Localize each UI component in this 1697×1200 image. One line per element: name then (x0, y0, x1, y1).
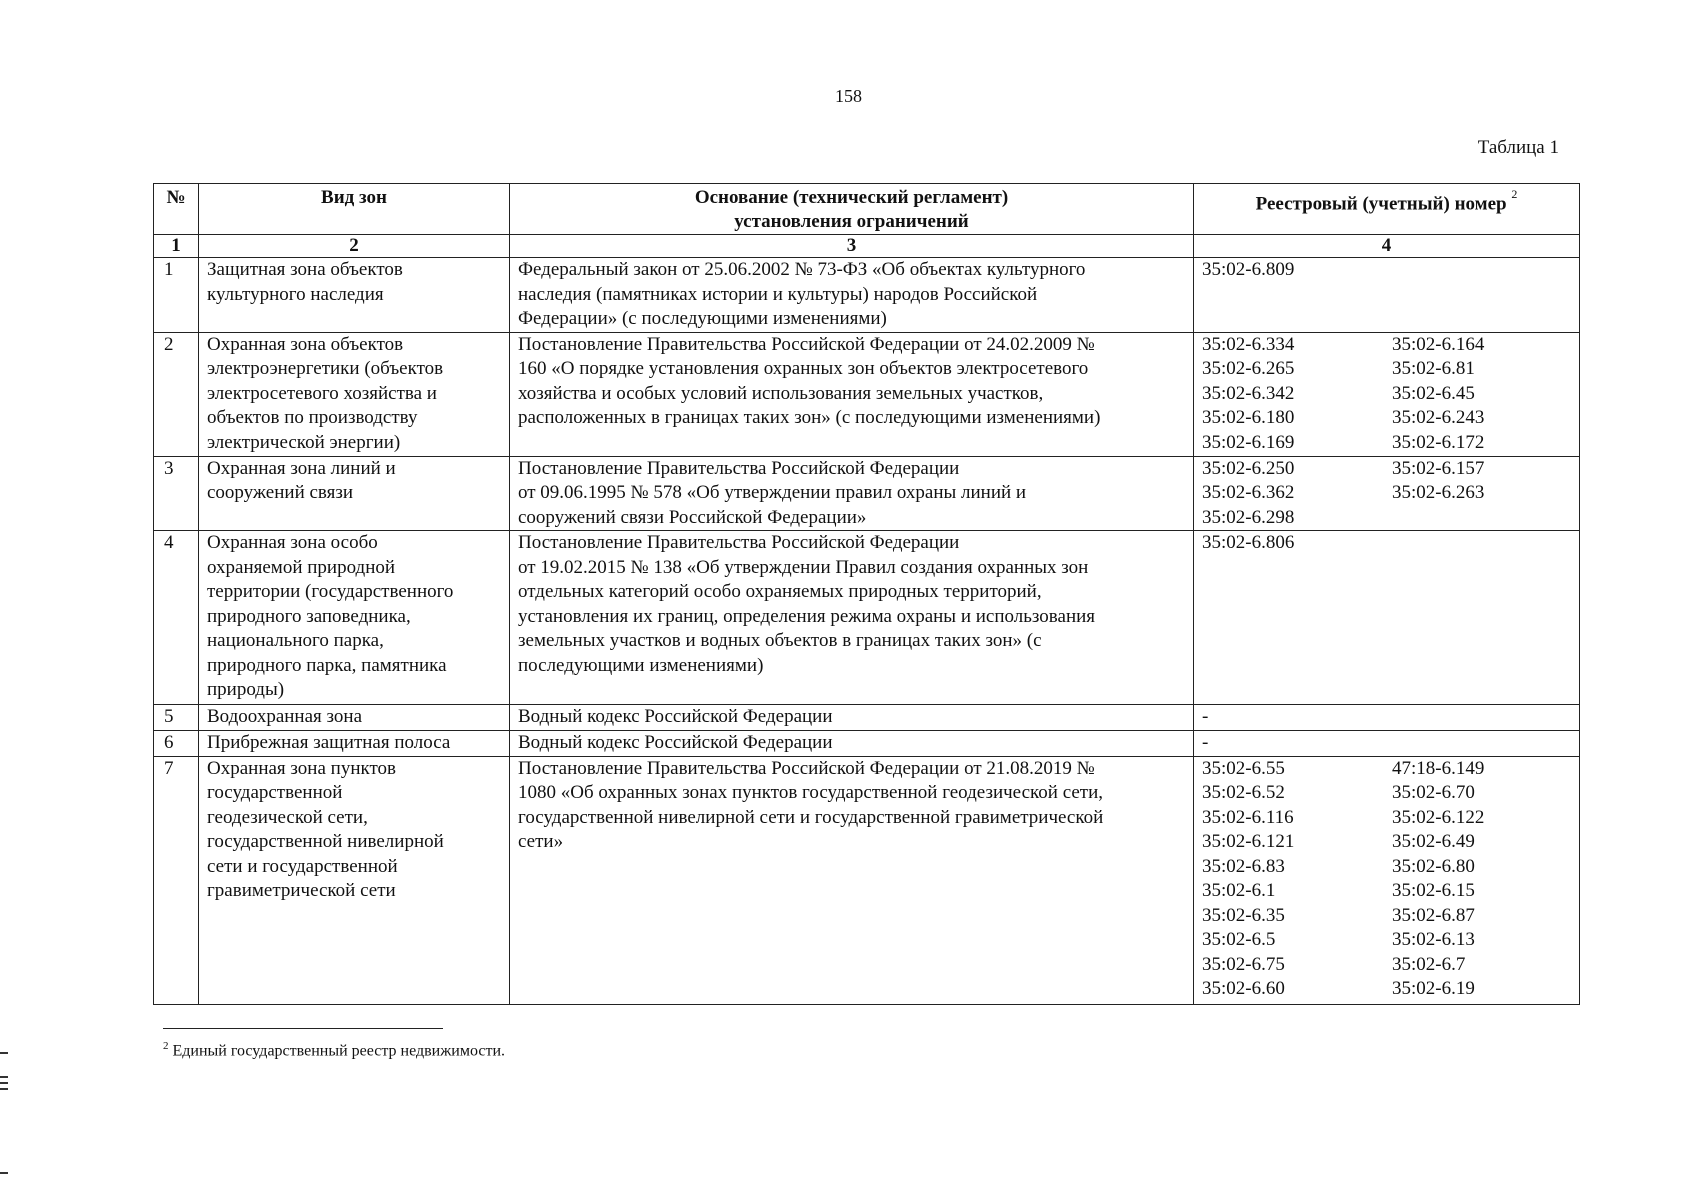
basis-line: расположенных в границах таких зон» (с последующими изменениями) (518, 407, 1101, 428)
basis-line: Федерации» (с последующими изменениями) (518, 308, 887, 329)
header-registry-footnote-mark: 2 (1511, 187, 1518, 201)
registry-number-list (1202, 258, 1571, 283)
registry-number: 35:02-6.83 (1202, 855, 1285, 877)
basis-cell (510, 258, 1194, 333)
registry-number: 35:02-6.298 (1202, 506, 1295, 528)
row-number: 7 (154, 756, 199, 1004)
zone-type-line: электроэнергетики (объектов (207, 358, 444, 379)
registry-number: - (1202, 732, 1209, 753)
zone-type-line: природного заповедника, (207, 605, 411, 627)
header-no: № (154, 184, 199, 235)
header-basis-line1: Основание (технический регламент) (694, 187, 1009, 208)
registry-number: 35:02-6.121 (1202, 831, 1295, 852)
zone-type-cell (199, 531, 510, 705)
basis-cell (510, 731, 1194, 757)
basis-line: земельных участков и водных объектов в границах таких зон» (с (518, 630, 1042, 651)
zone-type-line: Охранная зона линий и (207, 457, 396, 479)
zone-type-line: объектов по производству (207, 407, 418, 428)
zone-type-line: сооружений связи (207, 482, 354, 503)
column-number: 3 (510, 235, 1194, 258)
row-number: 1 (154, 258, 199, 333)
registry-number: 35:02-6.169 (1202, 431, 1295, 453)
basis-line: наследия (памятниках истории и культуры) народов Российской (518, 283, 1038, 305)
scan-edge-mark (0, 1076, 8, 1078)
basis-line: Водный кодекс Российской Федерации (518, 706, 833, 727)
zone-type-line: охраняемой природной (207, 556, 396, 578)
header-registry-label: Реестровый (учетный) номер (1255, 193, 1507, 215)
basis-line: Федеральный закон от 25.06.2002 № 73-ФЗ «Об объектах культурного (518, 259, 1086, 280)
scan-edge-mark (0, 1052, 8, 1054)
registry-number-cell (1194, 258, 1580, 333)
zone-type-line: государственной (207, 782, 343, 803)
footnote-divider (163, 1028, 443, 1029)
zone-type-cell (199, 332, 510, 456)
basis-line: 160 «О порядке установления охранных зон объектов электросетевого (518, 358, 1089, 379)
zone-type-cell (199, 705, 510, 731)
basis-line: Водный кодекс Российской Федерации (518, 732, 833, 753)
column-number: 1 (154, 235, 199, 258)
column-number: 2 (199, 235, 510, 258)
scan-edge-mark (0, 1172, 8, 1174)
zone-type-line: электросетевого хозяйства и (207, 382, 437, 404)
basis-line: отдельных категорий особо охраняемых природных территорий, (518, 581, 1042, 602)
registry-number: 35:02-6.15 (1392, 880, 1475, 901)
row-number: 4 (154, 531, 199, 705)
row-number: 6 (154, 731, 199, 757)
registry-number: 35:02-6.342 (1202, 382, 1295, 404)
zone-type-cell (199, 258, 510, 333)
basis-line: государственной нивелирной сети и государственной гравиметрической (518, 806, 1104, 828)
zone-type-line: государственной нивелирной (207, 831, 444, 852)
row-number: 2 (154, 332, 199, 456)
registry-number: 35:02-6.180 (1202, 407, 1295, 428)
basis-line: от 19.02.2015 № 138 «Об утверждении Правил создания охранных зон (518, 556, 1089, 578)
registry-number: 35:02-6.116 (1202, 806, 1294, 828)
registry-number-list (1202, 757, 1571, 1002)
basis-line: установления их границ, определения режима охраны и использования (518, 605, 1096, 627)
header-zone-type: Вид зон (199, 184, 510, 235)
basis-line: 1080 «Об охранных зонах пунктов государственной геодезической сети, (518, 782, 1104, 803)
table-row (154, 332, 1580, 456)
zone-type-line: Охранная зона особо (207, 532, 378, 553)
zone-type-cell (199, 731, 510, 757)
registry-number: 35:02-6.250 (1202, 457, 1295, 479)
footnote (163, 1040, 505, 1060)
footnote-mark: 2 (163, 1040, 169, 1052)
registry-number-cell (1194, 332, 1580, 456)
basis-line: Постановление Правительства Российской Федерации (518, 457, 960, 479)
registry-number: 35:02-6.7 (1392, 953, 1466, 975)
header-basis (510, 184, 1194, 235)
table-row (154, 531, 1580, 705)
scan-edge-mark (0, 1082, 8, 1084)
basis-cell (510, 456, 1194, 531)
registry-number: 35:02-6.1 (1202, 880, 1276, 901)
zone-type-line: природного парка, памятника (207, 654, 447, 676)
basis-line: хозяйства и особых условий использования земельных участков, (518, 382, 1044, 404)
registry-number: 35:02-6.172 (1392, 431, 1485, 453)
table-row (154, 456, 1580, 531)
zone-type-line: культурного наследия (207, 283, 384, 305)
zone-type-line: Прибрежная защитная полоса (207, 732, 451, 753)
basis-line: последующими изменениями) (518, 654, 764, 676)
registry-number: 35:02-6.806 (1202, 532, 1295, 553)
table-row (154, 258, 1580, 333)
registry-number: 35:02-6.81 (1392, 358, 1475, 379)
table-row (154, 731, 1580, 757)
registry-number: 47:18-6.149 (1392, 757, 1485, 779)
zone-type-line: геодезической сети, (207, 806, 368, 828)
registry-number: 35:02-6.164 (1392, 333, 1485, 355)
registry-number: 35:02-6.334 (1202, 333, 1295, 355)
zone-type-line: гравиметрической сети (207, 880, 396, 901)
restriction-zones-table (153, 183, 1580, 1005)
basis-cell (510, 705, 1194, 731)
row-number: 3 (154, 456, 199, 531)
registry-number-list (1202, 333, 1571, 456)
basis-line: от 09.06.1995 № 578 «Об утверждении правил охраны линий и (518, 482, 1027, 503)
registry-number: 35:02-6.5 (1202, 929, 1276, 950)
registry-number-cell (1194, 731, 1580, 757)
registry-number-list (1202, 705, 1571, 730)
footnote-text: Единый государственный реестр недвижимости. (172, 1042, 506, 1060)
registry-number: 35:02-6.362 (1202, 482, 1295, 503)
zone-type-line: сети и государственной (207, 855, 398, 877)
registry-number-list (1202, 531, 1571, 556)
registry-number: 35:02-6.809 (1202, 259, 1295, 280)
registry-number: 35:02-6.45 (1392, 382, 1475, 404)
row-number: 5 (154, 705, 199, 731)
page-number: 158 (835, 86, 862, 106)
table-row (154, 756, 1580, 1004)
registry-number: 35:02-6.52 (1202, 782, 1285, 803)
table-caption: Таблица 1 (1477, 137, 1559, 158)
table-row (154, 705, 1580, 731)
header-registry (1194, 184, 1580, 235)
basis-line: сети» (518, 831, 564, 852)
registry-number-cell (1194, 705, 1580, 731)
zone-type-line: Охранная зона пунктов (207, 757, 396, 779)
zone-type-line: электрической энергии) (207, 431, 401, 453)
zone-type-line: Охранная зона объектов (207, 333, 404, 355)
header-row (154, 184, 1580, 235)
registry-number: 35:02-6.13 (1392, 929, 1475, 950)
basis-line: Постановление Правительства Российской Федерации от 21.08.2019 № (518, 757, 1095, 779)
registry-number: 35:02-6.55 (1202, 757, 1285, 779)
header-basis-line2: установления ограничений (734, 211, 969, 232)
zone-type-cell (199, 756, 510, 1004)
scan-edge-mark (0, 1088, 8, 1090)
registry-number-list (1202, 457, 1571, 531)
registry-number-list (1202, 731, 1571, 756)
registry-number: 35:02-6.19 (1392, 978, 1475, 999)
registry-number: 35:02-6.243 (1392, 407, 1485, 428)
registry-number: 35:02-6.80 (1392, 855, 1475, 877)
zone-type-line: природы) (207, 679, 285, 700)
column-number: 4 (1194, 235, 1580, 258)
registry-number: 35:02-6.265 (1202, 358, 1295, 379)
basis-cell (510, 332, 1194, 456)
registry-number: 35:02-6.75 (1202, 953, 1285, 975)
registry-number: 35:02-6.70 (1392, 782, 1475, 803)
registry-number: 35:02-6.60 (1202, 978, 1285, 999)
registry-number-cell (1194, 756, 1580, 1004)
column-number-row (154, 235, 1580, 258)
registry-number: 35:02-6.49 (1392, 831, 1475, 852)
zone-type-cell (199, 456, 510, 531)
table-body (154, 258, 1580, 1005)
basis-line: Постановление Правительства Российской Федерации от 24.02.2009 № (518, 333, 1095, 355)
registry-number: 35:02-6.157 (1392, 457, 1485, 479)
registry-number: - (1202, 706, 1209, 727)
zone-type-line: национального парка, (207, 630, 384, 651)
registry-number-cell (1194, 456, 1580, 531)
zone-type-line: Водоохранная зона (207, 706, 363, 727)
basis-line: Постановление Правительства Российской Федерации (518, 532, 960, 553)
zone-type-line: Защитная зона объектов (207, 259, 403, 280)
registry-number: 35:02-6.87 (1392, 904, 1475, 926)
basis-line: сооружений связи Российской Федерации» (518, 506, 867, 528)
registry-number: 35:02-6.122 (1392, 806, 1485, 828)
basis-cell (510, 531, 1194, 705)
registry-number-cell (1194, 531, 1580, 705)
zone-type-line: территории (государственного (207, 581, 454, 602)
basis-cell (510, 756, 1194, 1004)
registry-number: 35:02-6.263 (1392, 482, 1485, 503)
registry-number (1392, 506, 1552, 531)
registry-number: 35:02-6.35 (1202, 904, 1285, 926)
